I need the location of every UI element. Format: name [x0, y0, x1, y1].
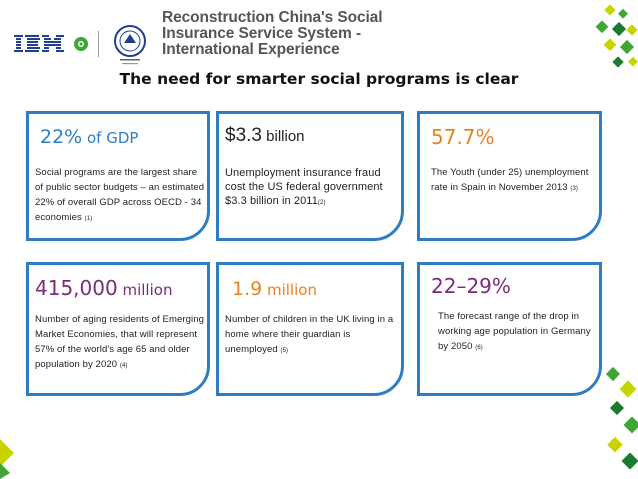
footnote-ref: (2): [317, 200, 326, 206]
decorative-corner-bottom-right: [598, 359, 638, 479]
stat-description-text: Number of children in the UK living in a home where their guardian is unemployed: [225, 314, 394, 355]
header-title-line-2: Insurance Service System -: [162, 25, 362, 42]
stat-number: 1.9: [232, 278, 263, 300]
stat-number: 22–29%: [431, 274, 511, 298]
stat-description-text: The Youth (under 25) unemployment rate in Spain in November 2013: [431, 167, 589, 193]
stat-headline: [40, 126, 138, 148]
stat-card-youth-unemployment: [417, 111, 602, 241]
stat-unit: billion: [261, 128, 305, 145]
footnote-ref: (3): [570, 186, 578, 192]
stat-number: 415,000: [35, 276, 118, 300]
footnote-ref: (6): [475, 345, 483, 351]
stat-headline: [232, 278, 317, 300]
stat-description-text: Social programs are the largest share of public sector budgets – an estimated 22% of overall GDP across OECD - 34 economies: [35, 167, 205, 223]
stat-description: [35, 165, 207, 227]
stat-card-aging-residents: [26, 262, 210, 396]
stat-description: [438, 309, 600, 356]
stat-description: [225, 166, 401, 210]
stat-card-gdp: [26, 111, 210, 241]
stat-headline: [431, 125, 495, 149]
stat-card-uk-children: [216, 262, 404, 396]
header-title: [162, 10, 462, 58]
footnote-ref: (1): [84, 216, 93, 222]
stat-headline: [35, 276, 172, 300]
stat-headline: [225, 125, 305, 147]
stat-description-text: Number of aging residents of Emerging Market Economies, that will represent 57% of the world's age 65 and older population by 2020: [35, 314, 204, 370]
header-title-line-3: International Experience: [162, 41, 340, 58]
stat-description: [35, 312, 209, 374]
footnote-ref: (4): [119, 363, 128, 369]
stat-description-text: Unemployment insurance fraud cost the US federal government $3.3 billion in 2011: [225, 167, 383, 207]
decorative-pattern-icon: [578, 0, 638, 78]
stat-unit: million: [117, 281, 173, 299]
stat-card-fraud: [216, 111, 404, 241]
ministry-seal-icon: [107, 21, 153, 67]
stat-number: 57.7%: [431, 125, 495, 149]
stat-description-text: The forecast range of the drop in working age population in Germany by 2050: [438, 311, 591, 352]
stat-card-germany-workforce: [417, 262, 602, 396]
header-logos: [14, 24, 153, 64]
stat-unit: million: [262, 281, 317, 299]
logo-divider: [98, 31, 99, 57]
ibm-logo: [14, 34, 64, 54]
green-leaf-icon: [72, 35, 90, 53]
stat-description: [431, 165, 601, 197]
page-subtitle: The need for smarter social programs is clear: [119, 70, 519, 88]
footnote-ref: (5): [280, 348, 289, 354]
stat-number: 22%: [40, 126, 83, 148]
stat-description: [225, 312, 403, 359]
decorative-corner-bottom-left: [0, 419, 20, 479]
stat-unit: of GDP: [82, 129, 139, 147]
header-title-line-1: Reconstruction China's Social: [162, 9, 383, 26]
stat-headline: [431, 274, 511, 298]
stat-number: $3.3: [225, 125, 262, 146]
